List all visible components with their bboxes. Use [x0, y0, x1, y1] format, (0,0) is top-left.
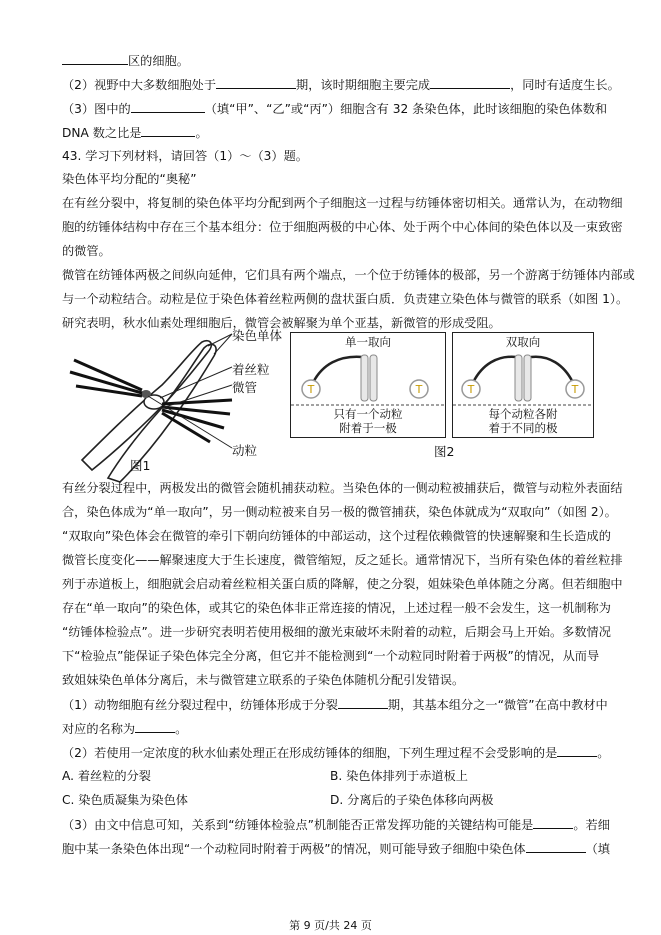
figure1-caption: 图1	[130, 458, 151, 473]
question-1-line: （1）动物细胞有丝分裂过程中，纺锤体形成于分裂 期，其基本组分之一“微管”在高中教材中	[62, 698, 608, 712]
paragraph-line: 致姐妹染色单体分离后，未与微管建立联系的子染色体随机分配引发错误。	[62, 673, 465, 687]
answer-blank[interactable]	[62, 52, 128, 65]
svg-text:T: T	[571, 383, 579, 396]
option-a[interactable]: A. 着丝粒的分裂	[62, 769, 151, 783]
figure2-caption: 图2	[434, 444, 455, 459]
paragraph-line: 微管长度变化——解聚速度大于生长速度，微管缩短，反之延长。通常情况下，当所有染色体的着丝粒排	[62, 553, 623, 567]
svg-text:T: T	[307, 383, 315, 396]
paragraph-line: 研究表明，秋水仙素处理细胞后，微管会被解聚为单个亚基，新微管的形成受阻。	[62, 316, 501, 330]
label-microtubule: 微管	[232, 380, 258, 395]
left-box-note-2: 附着于一极	[339, 421, 397, 435]
article-title: 染色体平均分配的“奥秘”	[62, 172, 197, 186]
paragraph-line: “纺锤体检验点”。进一步研究表明若使用极细的激光束破坏未附着的动粒，后期会马上开始。多数情况	[62, 625, 611, 639]
svg-text:T: T	[467, 383, 475, 396]
text-line: DNA 数之比是 。	[62, 126, 208, 140]
option-c[interactable]: C. 染色质凝集为染色体	[62, 793, 188, 807]
paragraph-line: 存在“单一取向”的染色体，或其它的染色体非正常连接的情况，上述过程一般不会发生，这一机制称为	[62, 601, 611, 615]
label-centromere: 着丝粒	[232, 362, 270, 377]
label-chromatid: 染色单体	[232, 328, 283, 343]
paragraph-line: 与一个动粒结合。动粒是位于染色体着丝粒两侧的盘状蛋白质．负责建立染色体与微管的联系（如图 1）。	[62, 292, 629, 306]
figure2-single-orientation-box	[290, 332, 446, 438]
text-line: （3）图中的 （填“甲”、“乙”或“丙”）细胞含有 32 条染色体，此时该细胞的染色体数和	[62, 102, 608, 116]
answer-blank[interactable]	[526, 840, 586, 853]
text-line: 区的细胞。	[62, 52, 189, 69]
right-box-note-2: 着于不同的极	[488, 421, 558, 435]
svg-text:T: T	[415, 383, 423, 396]
option-d[interactable]: D. 分离后的子染色体移向两极	[330, 793, 494, 807]
answer-blank[interactable]	[338, 696, 388, 709]
paragraph-line: 下“检验点”能保证子染色体完全分离，但它并不能检测到“一个动粒同时附着于两极”的情况，从而导	[62, 649, 600, 663]
paragraph-line: 合，染色体成为“单一取向”，另一侧动粒被来自另一极的微管捕获，染色体就成为“双取向”（如图 2）。	[62, 505, 617, 519]
answer-blank[interactable]	[557, 744, 597, 757]
paragraph-line: 胞的纺锤体结构中存在三个基本组分：位于细胞两极的中心体、处于两个中心体间的染色体以及一束致密	[62, 220, 623, 234]
paragraph-line: 列于赤道板上，细胞就会启动着丝粒相关蛋白质的降解，使之分裂，姐妹染色单体随之分离。但若细胞中	[62, 577, 623, 591]
figure2-double-orientation-box	[452, 332, 594, 438]
question-2-line: （2）若使用一定浓度的秋水仙素处理正在形成纺锤体的细胞，下列生理过程不会受影响的是 。	[62, 746, 610, 760]
paragraph-line: “双取向”染色体会在微管的牵引下朝向纺锤体的中部运动，这个过程依赖微管的快速解聚和生长造成的	[62, 529, 611, 543]
microtubules-right	[162, 400, 232, 442]
answer-blank[interactable]	[131, 100, 205, 113]
right-box-note-1: 每个动粒各附	[488, 407, 558, 421]
answer-blank[interactable]	[430, 76, 510, 89]
question-3-line: 胞中某一条染色体出现“一个动粒同时附着于两极”的情况，则可能导致子细胞中染色体 （填	[62, 842, 610, 856]
microtubules-left	[70, 360, 142, 396]
text-line: （2）视野中大多数细胞处于 期，该时期细胞主要完成 ，同时有适度生长。	[62, 78, 620, 92]
option-b[interactable]: B. 染色体排列于赤道板上	[330, 769, 468, 783]
paragraph-line: 在有丝分裂中，将复制的染色体平均分配到两个子细胞这一过程与纺锤体密切相关。通常认为，在动物细	[62, 196, 623, 210]
paragraph-line: 有丝分裂过程中，两极发出的微管会随机捕获动粒。当染色体的一侧动粒被捕获后，微管与动粒外表面结	[62, 481, 623, 495]
answer-blank[interactable]	[135, 720, 175, 733]
right-box-title: 双取向	[505, 335, 541, 349]
question-number: 43. 学习下列材料，请回答（1）～（3）题。	[62, 149, 308, 163]
left-box-title: 单一取向	[345, 335, 391, 349]
paragraph-line: 微管在纺锤体两极之间纵向延伸，它们具有两个端点，一个位于纺锤体的极部，另一个游离于纺锤体内部或	[62, 268, 635, 282]
answer-blank[interactable]	[141, 124, 195, 137]
answer-blank[interactable]	[216, 76, 296, 89]
question-3-line: （3）由文中信息可知，关系到“纺锤体检验点”机制能否正常发挥功能的关键结构可能是 。若细	[62, 818, 610, 832]
label-kinetochore: 动粒	[232, 443, 258, 458]
paragraph-line: 的微管。	[62, 244, 111, 258]
figure1-chromosome-diagram	[62, 330, 302, 490]
answer-blank[interactable]	[533, 816, 573, 829]
question-1-line: 对应的名称为 。	[62, 722, 188, 736]
page-footer: 第 9 页/共 24 页	[289, 919, 372, 932]
left-box-note-1: 只有一个动粒	[333, 407, 403, 421]
